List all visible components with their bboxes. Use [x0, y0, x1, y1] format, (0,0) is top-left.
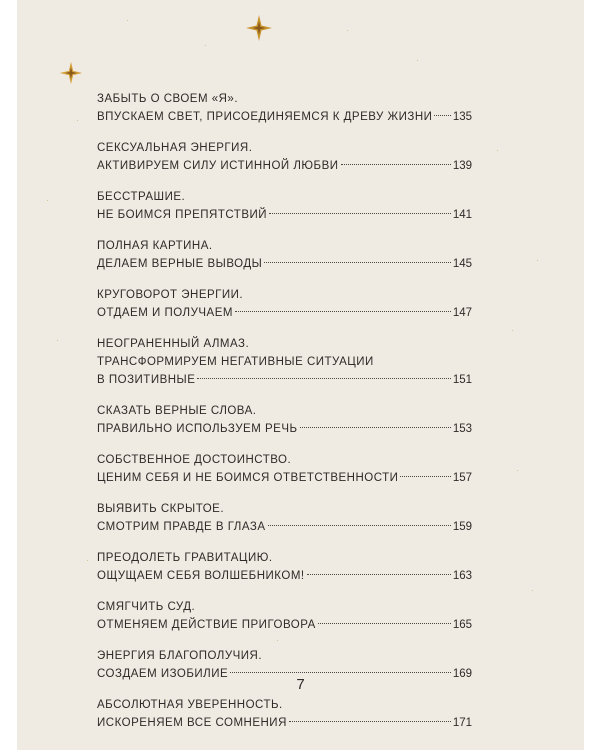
gold-sparkle-icon	[58, 60, 84, 86]
toc-entry-title: ЗАБЫТЬ О СВОЕМ «Я».	[97, 93, 239, 105]
toc-entry-subtitle	[97, 206, 472, 224]
toc-entry	[97, 90, 472, 126]
toc-entry	[97, 237, 472, 273]
toc-entry-subtitle	[97, 714, 472, 732]
toc-entry-text: ВПУСКАЕМ СВЕТ, ПРИСОЕДИНЯЕМСЯ К ДРЕВУ ЖИЗНИ	[97, 111, 433, 123]
toc-entry	[97, 188, 472, 224]
toc-entry-title: НЕОГРАНЕННЫЙ АЛМАЗ.	[97, 338, 250, 350]
dot-leader	[264, 262, 451, 263]
toc-entry-text: ИСКОРЕНЯЕМ ВСЕ СОМНЕНИЯ	[97, 717, 287, 729]
toc-entry-text: АКТИВИРУЕМ СИЛУ ИСТИННОЙ ЛЮБВИ	[97, 160, 339, 172]
dot-leader	[300, 427, 451, 428]
dot-leader	[230, 672, 451, 673]
toc-entry-title: БЕССТРАШИЕ.	[97, 191, 186, 203]
dot-leader	[235, 311, 451, 312]
dot-leader	[434, 115, 450, 116]
table-of-contents	[97, 90, 472, 745]
toc-page-ref: 171	[452, 717, 472, 729]
toc-entry-subtitle	[97, 420, 472, 438]
toc-entry-subtitle	[97, 616, 472, 634]
toc-entry-text: ОТМЕНЯЕМ ДЕЙСТВИЕ ПРИГОВОРА	[97, 619, 316, 631]
dot-leader	[341, 164, 451, 165]
dot-leader	[268, 525, 451, 526]
toc-entry-text: В ПОЗИТИВНЫЕ	[97, 374, 196, 386]
toc-entry-title: ПОЛНАЯ КАРТИНА.	[97, 240, 213, 252]
toc-entry	[97, 696, 472, 732]
dot-leader	[400, 476, 450, 477]
toc-entry-subtitle	[97, 567, 472, 585]
page-number: 7	[296, 676, 305, 693]
toc-entry-subtitle	[97, 157, 472, 175]
book-page	[17, 0, 584, 750]
toc-entry-title: ПРЕОДОЛЕТЬ ГРАВИТАЦИЮ.	[97, 552, 273, 564]
toc-entry-title: СМЯГЧИТЬ СУД.	[97, 601, 196, 613]
toc-entry-title: АБСОЛЮТНАЯ УВЕРЕННОСТЬ.	[97, 699, 283, 711]
toc-entry	[97, 402, 472, 438]
toc-page-ref: 145	[452, 258, 472, 270]
toc-entry	[97, 335, 472, 389]
dot-leader	[307, 574, 451, 575]
toc-page-ref: 139	[452, 160, 472, 172]
toc-entry-text: ПРАВИЛЬНО ИСПОЛЬЗУЕМ РЕЧЬ	[97, 423, 298, 435]
toc-entry	[97, 500, 472, 536]
toc-entry-title: СЕКСУАЛЬНАЯ ЭНЕРГИЯ.	[97, 142, 253, 154]
toc-page-ref: 153	[452, 423, 472, 435]
toc-entry	[97, 286, 472, 322]
toc-entry-text: НЕ БОИМСЯ ПРЕПЯТСТВИЙ	[97, 209, 268, 221]
toc-entry	[97, 549, 472, 585]
toc-entry-subtitle	[97, 371, 472, 389]
toc-page-ref: 151	[452, 374, 472, 386]
toc-page-ref: 157	[452, 472, 472, 484]
toc-entry-subtitle	[97, 255, 472, 273]
toc-entry-title: СКАЗАТЬ ВЕРНЫЕ СЛОВА.	[97, 405, 257, 417]
dot-leader	[289, 721, 451, 722]
toc-entry	[97, 598, 472, 634]
toc-entry-subtitle	[97, 108, 472, 126]
toc-entry-text: СМОТРИМ ПРАВДЕ В ГЛАЗА	[97, 521, 266, 533]
toc-entry-text: ДЕЛАЕМ ВЕРНЫЕ ВЫВОДЫ	[97, 258, 263, 270]
dot-leader	[197, 378, 450, 379]
toc-page-ref: 159	[452, 521, 472, 533]
toc-page-ref: 163	[452, 570, 472, 582]
toc-page-ref: 147	[452, 307, 472, 319]
toc-entry-text: ОТДАЕМ И ПОЛУЧАЕМ	[97, 307, 233, 319]
toc-entry-title: КРУГОВОРОТ ЭНЕРГИИ.	[97, 289, 244, 301]
toc-page-ref: 169	[452, 668, 472, 680]
toc-entry-subtitle: ТРАНСФОРМИРУЕМ НЕГАТИВНЫЕ СИТУАЦИИ	[97, 356, 374, 368]
toc-entry-text: СОЗДАЕМ ИЗОБИЛИЕ	[97, 668, 229, 680]
toc-page-ref: 165	[452, 619, 472, 631]
toc-entry-subtitle	[97, 304, 472, 322]
toc-entry-title: ЭНЕРГИЯ БЛАГОПОЛУЧИЯ.	[97, 650, 263, 662]
toc-entry-text: ЦЕНИМ СЕБЯ И НЕ БОИМСЯ ОТВЕТСТВЕННОСТИ	[97, 472, 399, 484]
toc-entry	[97, 451, 472, 487]
toc-entry-text: ОЩУЩАЕМ СЕБЯ ВОЛШЕБНИКОМ!	[97, 570, 305, 582]
dot-leader	[318, 623, 451, 624]
toc-entry-subtitle	[97, 469, 472, 487]
toc-entry-title: СОБСТВЕННОЕ ДОСТОИНСТВО.	[97, 454, 292, 466]
gold-sparkle-icon	[244, 13, 274, 43]
toc-page-ref: 141	[452, 209, 472, 221]
toc-entry-title: ВЫЯВИТЬ СКРЫТОЕ.	[97, 503, 225, 515]
dot-leader	[269, 213, 451, 214]
toc-entry-subtitle	[97, 518, 472, 536]
toc-entry	[97, 139, 472, 175]
toc-page-ref: 135	[452, 111, 472, 123]
